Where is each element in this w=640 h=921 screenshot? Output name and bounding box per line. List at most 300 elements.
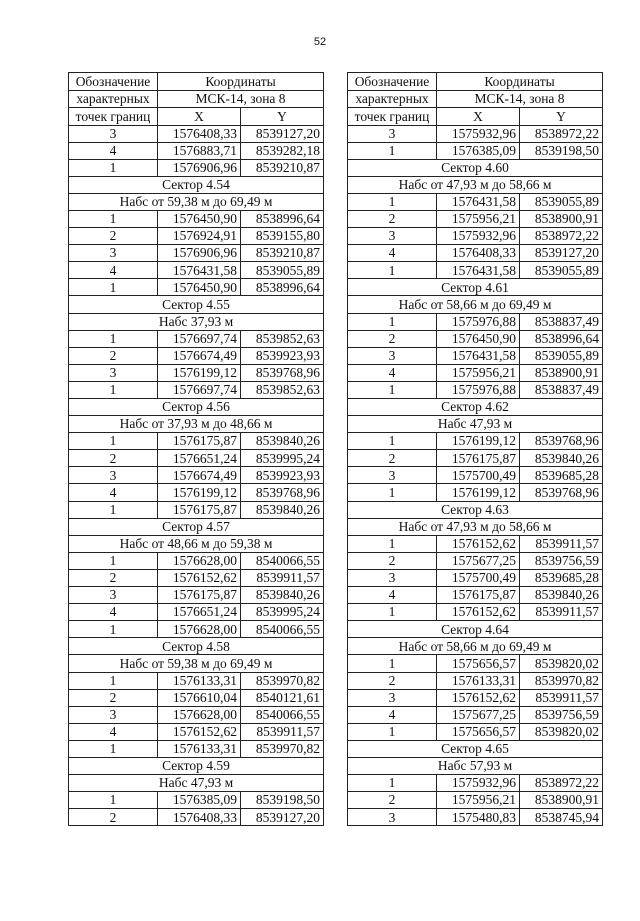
point-number: 2 (348, 450, 437, 467)
table-row (69, 809, 324, 826)
coord-y: 8539840,26 (241, 501, 324, 518)
table-row (348, 433, 603, 450)
point-number: 2 (69, 450, 158, 467)
section-row (348, 279, 603, 296)
table-row (69, 484, 324, 501)
table-row (69, 125, 324, 142)
header-coordinates: Координаты (158, 73, 324, 91)
section-row (69, 638, 324, 655)
point-number: 1 (69, 433, 158, 450)
table-row (348, 587, 603, 604)
header-row (348, 90, 603, 108)
table-row (348, 364, 603, 381)
section-row (348, 296, 603, 313)
coord-y: 8539210,87 (241, 159, 324, 176)
coord-x: 1576408,33 (158, 809, 241, 826)
table-row (348, 484, 603, 501)
table-row (69, 228, 324, 245)
table-row (69, 706, 324, 723)
coord-y: 8539970,82 (520, 672, 603, 689)
table-row (348, 792, 603, 809)
section-row (69, 775, 324, 792)
coord-x: 1576450,90 (437, 330, 520, 347)
table-row (348, 313, 603, 330)
table-row (69, 792, 324, 809)
point-number: 3 (69, 587, 158, 604)
section-caption: Сектор 4.64 (348, 621, 603, 638)
coord-x: 1576906,96 (158, 245, 241, 262)
point-number: 4 (69, 142, 158, 159)
coord-x: 1575656,57 (437, 723, 520, 740)
table-row (348, 262, 603, 279)
point-number: 2 (69, 689, 158, 706)
coord-x: 1576199,12 (437, 433, 520, 450)
coord-x: 1576199,12 (437, 484, 520, 501)
point-number: 1 (348, 142, 437, 159)
coord-y: 8539911,57 (520, 535, 603, 552)
coordinates-table-left (68, 72, 324, 826)
point-number: 4 (348, 245, 437, 262)
coord-y: 8539840,26 (241, 587, 324, 604)
section-row (348, 501, 603, 518)
point-number: 1 (348, 775, 437, 792)
section-caption: Сектор 4.62 (348, 399, 603, 416)
point-number: 3 (69, 364, 158, 381)
section-caption: Набс от 58,66 м до 69,49 м (348, 296, 603, 313)
header-row (69, 108, 324, 126)
coord-y: 8539055,89 (520, 347, 603, 364)
coord-y: 8539768,96 (241, 484, 324, 501)
coord-x: 1576175,87 (158, 587, 241, 604)
coord-x: 1575956,21 (437, 364, 520, 381)
coord-y: 8539756,59 (520, 706, 603, 723)
header-row (348, 73, 603, 91)
section-caption: Набс от 58,66 м до 69,49 м (348, 638, 603, 655)
point-number: 1 (69, 552, 158, 569)
point-number: 4 (348, 364, 437, 381)
table-row (69, 467, 324, 484)
header-x: X (437, 108, 520, 126)
table-row (348, 142, 603, 159)
coord-x: 1575480,83 (437, 809, 520, 826)
table-row (69, 347, 324, 364)
header-coordinate-system: МСК-14, зона 8 (158, 90, 324, 108)
header-y: Y (241, 108, 324, 126)
point-number: 3 (348, 467, 437, 484)
coord-y: 8539820,02 (520, 655, 603, 672)
point-number: 1 (69, 210, 158, 227)
coord-y: 8538972,22 (520, 125, 603, 142)
table-row (348, 347, 603, 364)
coord-y: 8539911,57 (520, 604, 603, 621)
coord-y: 8538996,64 (241, 210, 324, 227)
point-number: 3 (348, 228, 437, 245)
header-row (69, 73, 324, 91)
coord-x: 1576408,33 (437, 245, 520, 262)
table-row (348, 723, 603, 740)
coord-x: 1576133,31 (437, 672, 520, 689)
coord-x: 1576152,62 (158, 723, 241, 740)
section-caption: Набс 57,93 м (348, 757, 603, 774)
coord-y: 8539055,89 (520, 193, 603, 210)
table-row (69, 587, 324, 604)
coord-x: 1576385,09 (437, 142, 520, 159)
table-row (348, 125, 603, 142)
coord-y: 8538745,94 (520, 809, 603, 826)
coord-x: 1576175,87 (158, 433, 241, 450)
coordinates-table-body (69, 73, 324, 826)
point-number: 3 (69, 125, 158, 142)
point-number: 2 (69, 228, 158, 245)
header-row (348, 108, 603, 126)
table-row (348, 706, 603, 723)
coord-y: 8539685,28 (520, 569, 603, 586)
coord-y: 8539840,26 (520, 450, 603, 467)
coord-x: 1576651,24 (158, 604, 241, 621)
coord-x: 1575932,96 (437, 125, 520, 142)
section-caption: Сектор 4.65 (348, 740, 603, 757)
coord-x: 1575677,25 (437, 552, 520, 569)
coord-y: 8539840,26 (241, 433, 324, 450)
coord-y: 8539923,93 (241, 347, 324, 364)
coord-x: 1575956,21 (437, 792, 520, 809)
section-caption: Набс 37,93 м (69, 313, 324, 330)
point-number: 2 (348, 330, 437, 347)
coord-x: 1576628,00 (158, 552, 241, 569)
coord-y: 8538837,49 (520, 313, 603, 330)
table-row (69, 740, 324, 757)
section-row (69, 757, 324, 774)
coord-y: 8539840,26 (520, 587, 603, 604)
point-number: 1 (69, 501, 158, 518)
section-caption: Сектор 4.61 (348, 279, 603, 296)
coord-y: 8539911,57 (241, 569, 324, 586)
header-x: X (158, 108, 241, 126)
coord-x: 1576152,62 (437, 535, 520, 552)
table-row (69, 159, 324, 176)
coord-x: 1576697,74 (158, 381, 241, 398)
coord-y: 8538972,22 (520, 775, 603, 792)
coordinates-table-body (348, 73, 603, 826)
coord-y: 8538900,91 (520, 792, 603, 809)
header-designation: точек границ (69, 108, 158, 126)
point-number: 1 (69, 381, 158, 398)
section-row (69, 176, 324, 193)
point-number: 2 (348, 210, 437, 227)
coord-x: 1576450,90 (158, 279, 241, 296)
section-row (69, 416, 324, 433)
table-row (69, 552, 324, 569)
coord-x: 1576906,96 (158, 159, 241, 176)
point-number: 2 (69, 347, 158, 364)
point-number: 1 (69, 792, 158, 809)
table-row (348, 569, 603, 586)
coord-y: 8540066,55 (241, 706, 324, 723)
point-number: 1 (348, 433, 437, 450)
header-row (69, 90, 324, 108)
table-row (69, 330, 324, 347)
coord-x: 1576674,49 (158, 467, 241, 484)
coord-x: 1576175,87 (437, 450, 520, 467)
coord-x: 1576199,12 (158, 364, 241, 381)
table-row (69, 433, 324, 450)
point-number: 1 (348, 262, 437, 279)
coord-x: 1576431,58 (437, 347, 520, 364)
coordinates-table-right (347, 72, 603, 826)
table-row (348, 775, 603, 792)
point-number: 4 (348, 706, 437, 723)
section-caption: Сектор 4.55 (69, 296, 324, 313)
section-row (69, 296, 324, 313)
coord-y: 8539155,80 (241, 228, 324, 245)
coord-x: 1575700,49 (437, 569, 520, 586)
coord-y: 8539127,20 (241, 809, 324, 826)
table-row (348, 330, 603, 347)
section-row (348, 159, 603, 176)
table-row (348, 689, 603, 706)
point-number: 3 (69, 245, 158, 262)
coord-x: 1576697,74 (158, 330, 241, 347)
point-number: 1 (348, 655, 437, 672)
table-row (69, 621, 324, 638)
coord-x: 1576431,58 (158, 262, 241, 279)
section-caption: Набс от 37,93 м до 48,66 м (69, 416, 324, 433)
coord-y: 8539198,50 (241, 792, 324, 809)
coord-x: 1576408,33 (158, 125, 241, 142)
point-number: 2 (348, 552, 437, 569)
coord-y: 8539995,24 (241, 450, 324, 467)
point-number: 2 (348, 792, 437, 809)
point-number: 3 (348, 809, 437, 826)
section-row (348, 740, 603, 757)
coord-y: 8539768,96 (241, 364, 324, 381)
coord-x: 1576385,09 (158, 792, 241, 809)
section-caption: Набс от 47,93 м до 58,66 м (348, 176, 603, 193)
coord-y: 8539282,18 (241, 142, 324, 159)
coord-x: 1576175,87 (158, 501, 241, 518)
coord-x: 1576610,04 (158, 689, 241, 706)
table-row (69, 569, 324, 586)
table-row (348, 245, 603, 262)
section-row (348, 638, 603, 655)
coord-y: 8539127,20 (241, 125, 324, 142)
coord-y: 8539911,57 (520, 689, 603, 706)
coord-y: 8539685,28 (520, 467, 603, 484)
section-caption: Набс 47,93 м (348, 416, 603, 433)
coord-y: 8538900,91 (520, 210, 603, 227)
header-y: Y (520, 108, 603, 126)
point-number: 1 (348, 193, 437, 210)
section-row (348, 176, 603, 193)
coord-y: 8539127,20 (520, 245, 603, 262)
header-designation: Обозначение (348, 73, 437, 91)
point-number: 3 (348, 569, 437, 586)
header-designation: точек границ (348, 108, 437, 126)
coord-y: 8540121,61 (241, 689, 324, 706)
point-number: 2 (348, 672, 437, 689)
point-number: 3 (348, 347, 437, 364)
table-row (69, 245, 324, 262)
coord-x: 1576152,62 (437, 689, 520, 706)
point-number: 1 (69, 672, 158, 689)
coord-y: 8539055,89 (241, 262, 324, 279)
page-number: 52 (313, 36, 327, 48)
section-caption: Сектор 4.56 (69, 399, 324, 416)
header-designation: характерных (69, 90, 158, 108)
section-caption: Сектор 4.54 (69, 176, 324, 193)
table-row (348, 604, 603, 621)
section-row (69, 313, 324, 330)
section-caption: Набс от 59,38 м до 69,49 м (69, 193, 324, 210)
header-designation: Обозначение (69, 73, 158, 91)
coord-y: 8540066,55 (241, 552, 324, 569)
point-number: 1 (348, 604, 437, 621)
table-row (69, 672, 324, 689)
coord-x: 1576924,91 (158, 228, 241, 245)
section-caption: Сектор 4.60 (348, 159, 603, 176)
coord-y: 8539995,24 (241, 604, 324, 621)
section-caption: Набс от 48,66 м до 59,38 м (69, 535, 324, 552)
coord-y: 8539210,87 (241, 245, 324, 262)
coord-x: 1575976,88 (437, 381, 520, 398)
point-number: 2 (69, 569, 158, 586)
coord-x: 1576628,00 (158, 706, 241, 723)
header-coordinates: Координаты (437, 73, 603, 91)
table-row (69, 210, 324, 227)
section-row (348, 416, 603, 433)
coord-y: 8538996,64 (520, 330, 603, 347)
coord-x: 1575700,49 (437, 467, 520, 484)
coord-x: 1576175,87 (437, 587, 520, 604)
point-number: 4 (348, 587, 437, 604)
coord-x: 1576651,24 (158, 450, 241, 467)
point-number: 1 (348, 484, 437, 501)
table-row (69, 450, 324, 467)
section-caption: Сектор 4.57 (69, 518, 324, 535)
table-row (69, 262, 324, 279)
coord-y: 8539852,63 (241, 330, 324, 347)
coord-x: 1576133,31 (158, 740, 241, 757)
table-row (348, 450, 603, 467)
section-row (69, 655, 324, 672)
table-row (348, 467, 603, 484)
coord-y: 8539198,50 (520, 142, 603, 159)
coord-x: 1576628,00 (158, 621, 241, 638)
coord-x: 1576450,90 (158, 210, 241, 227)
coord-y: 8539970,82 (241, 672, 324, 689)
point-number: 4 (69, 723, 158, 740)
table-row (348, 535, 603, 552)
point-number: 1 (348, 381, 437, 398)
table-row (348, 228, 603, 245)
coord-y: 8538972,22 (520, 228, 603, 245)
coord-x: 1576152,62 (437, 604, 520, 621)
coord-x: 1575932,96 (437, 775, 520, 792)
coord-x: 1575677,25 (437, 706, 520, 723)
section-row (69, 518, 324, 535)
table-row (348, 381, 603, 398)
point-number: 1 (69, 159, 158, 176)
section-row (348, 399, 603, 416)
coord-y: 8539055,89 (520, 262, 603, 279)
section-caption: Сектор 4.58 (69, 638, 324, 655)
section-row (69, 399, 324, 416)
coord-x: 1575956,21 (437, 210, 520, 227)
coord-y: 8539923,93 (241, 467, 324, 484)
point-number: 4 (69, 484, 158, 501)
section-caption: Набс от 47,93 м до 58,66 м (348, 518, 603, 535)
point-number: 1 (69, 740, 158, 757)
section-row (348, 518, 603, 535)
point-number: 3 (348, 689, 437, 706)
point-number: 2 (69, 809, 158, 826)
point-number: 1 (69, 279, 158, 296)
table-row (348, 655, 603, 672)
coord-y: 8540066,55 (241, 621, 324, 638)
point-number: 3 (348, 125, 437, 142)
point-number: 3 (69, 467, 158, 484)
coord-x: 1576199,12 (158, 484, 241, 501)
table-row (348, 210, 603, 227)
coord-y: 8538900,91 (520, 364, 603, 381)
table-row (69, 279, 324, 296)
coord-x: 1576431,58 (437, 193, 520, 210)
point-number: 4 (69, 262, 158, 279)
point-number: 3 (69, 706, 158, 723)
table-row (348, 809, 603, 826)
table-row (69, 381, 324, 398)
coord-x: 1576883,71 (158, 142, 241, 159)
coord-x: 1576431,58 (437, 262, 520, 279)
header-coordinate-system: МСК-14, зона 8 (437, 90, 603, 108)
table-row (348, 672, 603, 689)
section-caption: Набс от 59,38 м до 69,49 м (69, 655, 324, 672)
coord-y: 8539768,96 (520, 484, 603, 501)
section-caption: Сектор 4.59 (69, 757, 324, 774)
table-row (69, 604, 324, 621)
header-designation: характерных (348, 90, 437, 108)
coord-x: 1575932,96 (437, 228, 520, 245)
coord-x: 1576674,49 (158, 347, 241, 364)
point-number: 4 (69, 604, 158, 621)
coord-x: 1576133,31 (158, 672, 241, 689)
table-row (348, 552, 603, 569)
section-caption: Набс 47,93 м (69, 775, 324, 792)
coord-y: 8539911,57 (241, 723, 324, 740)
table-row (69, 364, 324, 381)
point-number: 1 (69, 330, 158, 347)
point-number: 1 (348, 535, 437, 552)
coord-y: 8539768,96 (520, 433, 603, 450)
section-row (69, 535, 324, 552)
table-row (69, 142, 324, 159)
section-caption: Сектор 4.63 (348, 501, 603, 518)
point-number: 1 (348, 313, 437, 330)
coord-y: 8538996,64 (241, 279, 324, 296)
coord-y: 8539820,02 (520, 723, 603, 740)
coord-x: 1575656,57 (437, 655, 520, 672)
point-number: 1 (69, 621, 158, 638)
coord-x: 1576152,62 (158, 569, 241, 586)
section-row (348, 757, 603, 774)
section-row (69, 193, 324, 210)
coord-x: 1575976,88 (437, 313, 520, 330)
section-row (348, 621, 603, 638)
coord-y: 8539756,59 (520, 552, 603, 569)
table-row (69, 501, 324, 518)
coord-y: 8539970,82 (241, 740, 324, 757)
table-row (348, 193, 603, 210)
